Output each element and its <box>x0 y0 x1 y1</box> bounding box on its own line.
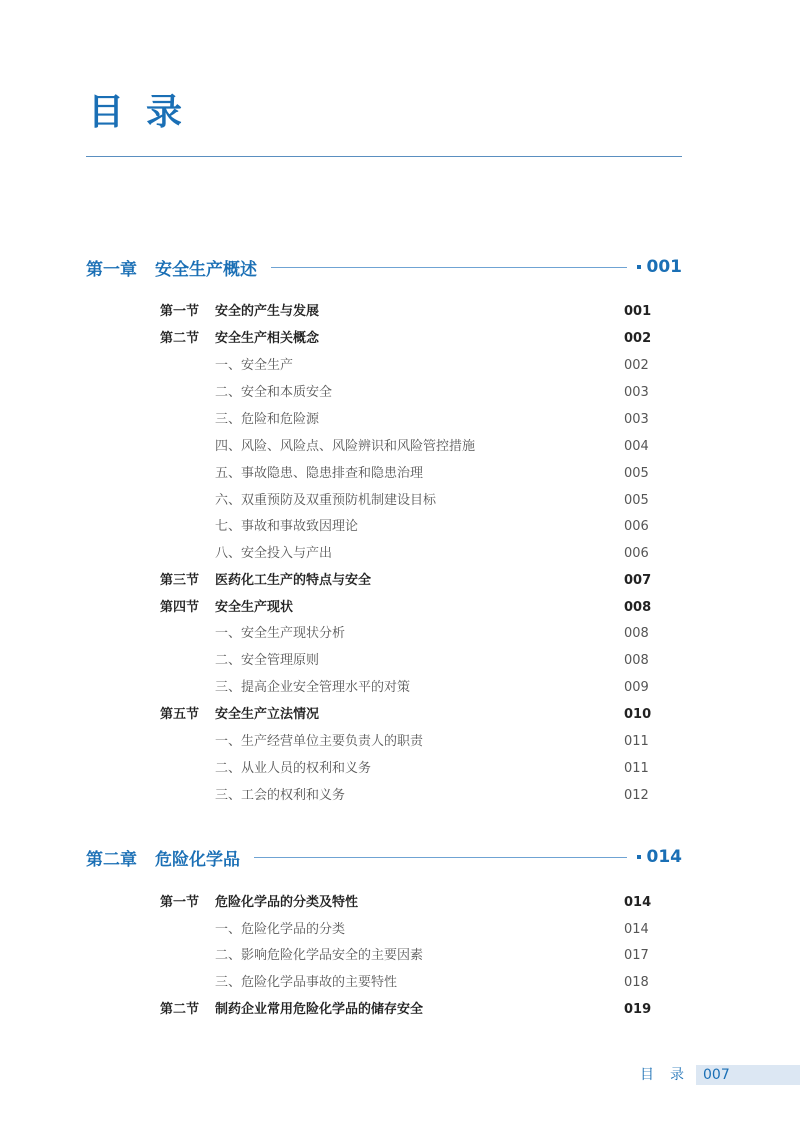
toc-item-row[interactable] <box>0 623 800 645</box>
chapter-heading[interactable] <box>86 845 682 869</box>
section-title: 安全生产相关概念 <box>215 331 320 346</box>
section-page-number: 010 <box>624 707 652 722</box>
item-page-number: 005 <box>624 466 649 481</box>
toc-item-row[interactable] <box>0 463 800 485</box>
item-title: 八、安全投入与产出 <box>215 546 333 561</box>
section-title: 制药企业常用危险化学品的储存安全 <box>215 1002 424 1017</box>
section-label: 第一节 <box>160 895 200 910</box>
item-title: 六、双重预防及双重预防机制建设目标 <box>215 493 437 508</box>
item-page-number: 006 <box>624 519 649 534</box>
item-page-number: 011 <box>624 734 649 749</box>
item-title: 一、危险化学品的分类 <box>215 922 346 937</box>
toc-section-row[interactable] <box>0 301 800 323</box>
toc-section-row[interactable] <box>0 999 800 1021</box>
section-label: 第五节 <box>160 707 200 722</box>
section-page-number: 002 <box>624 331 652 346</box>
item-title: 一、安全生产现状分析 <box>215 626 346 641</box>
section-label: 第三节 <box>160 573 200 588</box>
chapter-title: 安全生产概述 <box>155 259 257 280</box>
toc-item-row[interactable] <box>0 677 800 699</box>
item-page-number: 009 <box>624 680 649 695</box>
chapter-page-number: 014 <box>646 847 682 867</box>
section-title: 安全的产生与发展 <box>215 304 320 319</box>
section-label: 第二节 <box>160 331 200 346</box>
item-page-number: 006 <box>624 546 649 561</box>
toc-item-row[interactable] <box>0 650 800 672</box>
footer-page-number: 007 <box>703 1067 730 1083</box>
item-page-number: 018 <box>624 975 649 990</box>
chapter-marker <box>637 265 641 269</box>
item-page-number: 008 <box>624 653 649 668</box>
item-page-number: 002 <box>624 358 649 373</box>
toc-item-row[interactable] <box>0 436 800 458</box>
item-title: 二、从业人员的权利和义务 <box>215 761 372 776</box>
chapter-title: 危险化学品 <box>155 849 240 870</box>
toc-item-row[interactable] <box>0 758 800 780</box>
section-title: 安全生产立法情况 <box>215 707 320 722</box>
toc-item-row[interactable] <box>0 382 800 404</box>
item-title: 三、危险和危险源 <box>215 412 320 427</box>
item-title: 三、危险化学品事故的主要特性 <box>215 975 398 990</box>
title-divider <box>86 156 682 157</box>
toc-section-row[interactable] <box>0 892 800 914</box>
chapter-label: 第一章 <box>86 259 137 280</box>
section-page-number: 001 <box>624 304 652 319</box>
section-page-number: 014 <box>624 895 652 910</box>
item-title: 二、影响危险化学品安全的主要因素 <box>215 948 424 963</box>
toc-section-row[interactable] <box>0 328 800 350</box>
toc-item-row[interactable] <box>0 785 800 807</box>
chapter-heading[interactable] <box>86 255 682 279</box>
section-label: 第一节 <box>160 304 200 319</box>
section-title: 医药化工生产的特点与安全 <box>215 573 372 588</box>
toc-item-row[interactable] <box>0 409 800 431</box>
toc-item-row[interactable] <box>0 355 800 377</box>
item-title: 二、安全和本质安全 <box>215 385 333 400</box>
chapter-leader-line <box>271 267 627 268</box>
item-title: 三、提高企业安全管理水平的对策 <box>215 680 411 695</box>
item-page-number: 005 <box>624 493 649 508</box>
item-page-number: 003 <box>624 412 649 427</box>
item-page-number: 011 <box>624 761 649 776</box>
footer-label: 目录 <box>640 1067 700 1083</box>
item-page-number: 017 <box>624 948 649 963</box>
section-label: 第二节 <box>160 1002 200 1017</box>
item-page-number: 008 <box>624 626 649 641</box>
toc-section-row[interactable] <box>0 570 800 592</box>
section-page-number: 019 <box>624 1002 652 1017</box>
item-title: 二、安全管理原则 <box>215 653 320 668</box>
item-title: 七、事故和事故致因理论 <box>215 519 359 534</box>
toc-item-row[interactable] <box>0 543 800 565</box>
item-page-number: 014 <box>624 922 649 937</box>
item-page-number: 012 <box>624 788 649 803</box>
toc-item-row[interactable] <box>0 516 800 538</box>
chapter-leader-line <box>254 857 627 858</box>
chapter-page-number: 001 <box>646 257 682 277</box>
toc-item-row[interactable] <box>0 919 800 941</box>
toc-item-row[interactable] <box>0 972 800 994</box>
toc-section-row[interactable] <box>0 597 800 619</box>
item-page-number: 004 <box>624 439 649 454</box>
item-title: 五、事故隐患、隐患排查和隐患治理 <box>215 466 424 481</box>
item-title: 三、工会的权利和义务 <box>215 788 346 803</box>
item-title: 一、生产经营单位主要负责人的职责 <box>215 734 424 749</box>
chapter-label: 第二章 <box>86 849 137 870</box>
item-title: 一、安全生产 <box>215 358 294 373</box>
chapter-marker <box>637 855 641 859</box>
toc-item-row[interactable] <box>0 731 800 753</box>
page-title: 目录 <box>88 92 205 133</box>
item-page-number: 003 <box>624 385 649 400</box>
item-title: 四、风险、风险点、风险辨识和风险管控措施 <box>215 439 476 454</box>
section-title: 危险化学品的分类及特性 <box>215 895 359 910</box>
toc-item-row[interactable] <box>0 490 800 512</box>
toc-item-row[interactable] <box>0 945 800 967</box>
section-label: 第四节 <box>160 600 200 615</box>
section-page-number: 008 <box>624 600 652 615</box>
section-page-number: 007 <box>624 573 652 588</box>
section-title: 安全生产现状 <box>215 600 294 615</box>
toc-section-row[interactable] <box>0 704 800 726</box>
